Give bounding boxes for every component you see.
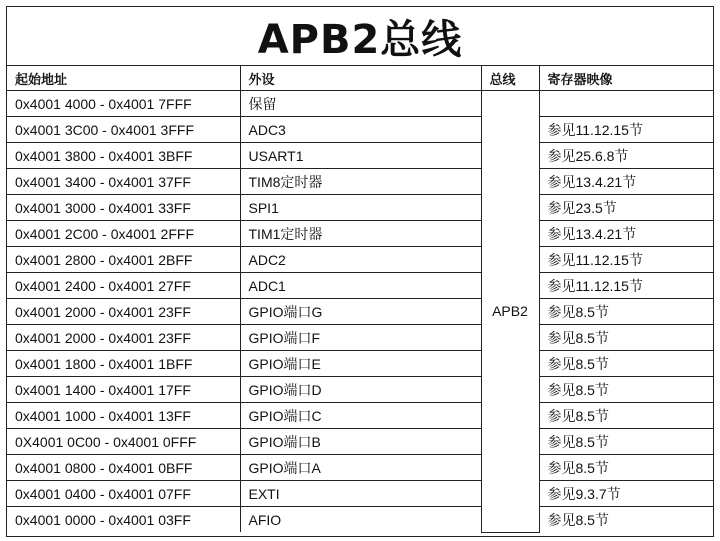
- address-cell: 0x4001 1800 - 0x4001 1BFF: [7, 351, 240, 377]
- register-map-cell: 参见13.4.21节: [539, 169, 713, 195]
- peripheral-cell: GPIO端口A: [240, 455, 481, 481]
- table-row: [7, 429, 713, 455]
- address-cell: 0x4001 2000 - 0x4001 23FF: [7, 325, 240, 351]
- peripheral-cell: ADC3: [240, 117, 481, 143]
- bus-cell: APB2: [481, 91, 539, 533]
- register-map-cell: 参见13.4.21节: [539, 221, 713, 247]
- header-peripheral: 外设: [240, 66, 481, 91]
- memory-map-table: [7, 66, 713, 533]
- peripheral-cell: TIM8定时器: [240, 169, 481, 195]
- table-row: [7, 507, 713, 533]
- peripheral-cell: GPIO端口F: [240, 325, 481, 351]
- address-cell: 0x4001 2400 - 0x4001 27FF: [7, 273, 240, 299]
- peripheral-cell: GPIO端口C: [240, 403, 481, 429]
- register-map-cell: 参见8.5节: [539, 377, 713, 403]
- peripheral-cell: EXTI: [240, 481, 481, 507]
- peripheral-cell: TIM1定时器: [240, 221, 481, 247]
- header-start-address: 起始地址: [7, 66, 240, 91]
- table-row: [7, 481, 713, 507]
- header-register-map: 寄存器映像: [539, 66, 713, 91]
- table-row: [7, 195, 713, 221]
- register-map-cell: 参见11.12.15节: [539, 117, 713, 143]
- address-cell: 0x4001 4000 - 0x4001 7FFF: [7, 91, 240, 117]
- table-row: [7, 169, 713, 195]
- table-row: [7, 325, 713, 351]
- address-cell: 0x4001 3C00 - 0x4001 3FFF: [7, 117, 240, 143]
- peripheral-cell: 保留: [240, 91, 481, 117]
- address-cell: 0x4001 0800 - 0x4001 0BFF: [7, 455, 240, 481]
- table-row: [7, 273, 713, 299]
- register-map-cell: 参见8.5节: [539, 299, 713, 325]
- peripheral-cell: SPI1: [240, 195, 481, 221]
- table-row: [7, 247, 713, 273]
- address-cell: 0x4001 3400 - 0x4001 37FF: [7, 169, 240, 195]
- address-cell: 0x4001 2800 - 0x4001 2BFF: [7, 247, 240, 273]
- register-map-cell: 参见25.6.8节: [539, 143, 713, 169]
- table-row: [7, 117, 713, 143]
- peripheral-cell: GPIO端口G: [240, 299, 481, 325]
- table-title: APB2总线: [7, 7, 713, 66]
- register-map-cell: 参见11.12.15节: [539, 247, 713, 273]
- address-cell: 0x4001 0000 - 0x4001 03FF: [7, 507, 240, 533]
- address-cell: 0X4001 0C00 - 0x4001 0FFF: [7, 429, 240, 455]
- table-row: [7, 377, 713, 403]
- table-row: [7, 91, 713, 117]
- address-cell: 0x4001 3000 - 0x4001 33FF: [7, 195, 240, 221]
- register-map-cell: 参见9.3.7节: [539, 481, 713, 507]
- register-map-cell: 参见8.5节: [539, 325, 713, 351]
- table-row: [7, 143, 713, 169]
- register-map-cell: 参见23.5节: [539, 195, 713, 221]
- peripheral-cell: GPIO端口B: [240, 429, 481, 455]
- peripheral-cell: ADC1: [240, 273, 481, 299]
- register-map-cell: 参见8.5节: [539, 403, 713, 429]
- address-cell: 0x4001 3800 - 0x4001 3BFF: [7, 143, 240, 169]
- address-cell: 0x4001 2000 - 0x4001 23FF: [7, 299, 240, 325]
- address-cell: 0x4001 1000 - 0x4001 13FF: [7, 403, 240, 429]
- register-map-cell: 参见8.5节: [539, 455, 713, 481]
- peripheral-cell: GPIO端口D: [240, 377, 481, 403]
- register-map-cell: [539, 91, 713, 117]
- table-row: [7, 455, 713, 481]
- table-row: [7, 299, 713, 325]
- register-map-cell: 参见8.5节: [539, 429, 713, 455]
- address-cell: 0x4001 0400 - 0x4001 07FF: [7, 481, 240, 507]
- register-map-cell: 参见8.5节: [539, 507, 713, 533]
- peripheral-cell: ADC2: [240, 247, 481, 273]
- address-cell: 0x4001 2C00 - 0x4001 2FFF: [7, 221, 240, 247]
- table-row: [7, 351, 713, 377]
- table-header-row: [7, 66, 713, 91]
- table-row: [7, 221, 713, 247]
- memory-map-table-frame: [6, 6, 714, 537]
- peripheral-cell: GPIO端口E: [240, 351, 481, 377]
- peripheral-cell: USART1: [240, 143, 481, 169]
- peripheral-cell: AFIO: [240, 507, 481, 533]
- register-map-cell: 参见8.5节: [539, 351, 713, 377]
- table-row: [7, 403, 713, 429]
- register-map-cell: 参见11.12.15节: [539, 273, 713, 299]
- header-bus: 总线: [481, 66, 539, 91]
- address-cell: 0x4001 1400 - 0x4001 17FF: [7, 377, 240, 403]
